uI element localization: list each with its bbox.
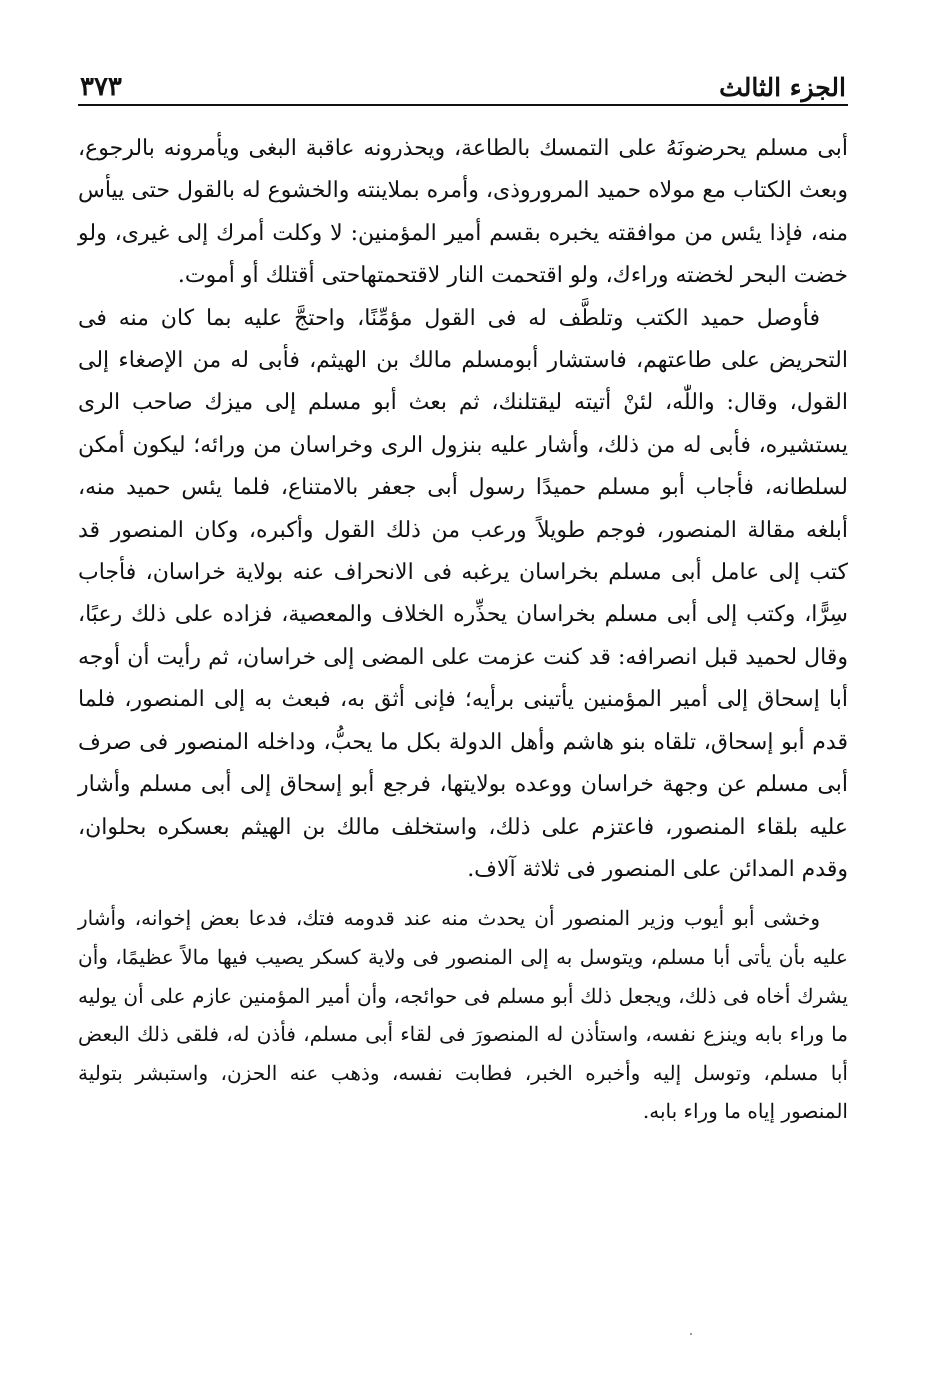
paragraph-2: فأوصل حميد الكتب وتلطَّف له فى القول مؤمِّنًا، واحتجَّ عليه بما كان منه فى التحريض على طاعتهم، فاستشار أبومسلم مالك بن الهيثم، فأبى له من الإصغاء إلى القول، وقال: واللّٰه، لئنْ أتيته ليقتلنك، ثم بعث أبو مسلم إلى ميزك صاحب الرى يستشيره، فأبى له من ذلك، وأشار عليه بنزول الرى وخراسان من ورائه؛ ليكون أمكن لسلطانه، فأجاب أبو مسلم حميدًا رسول أبى جعفر بالامتناع، فلما يئس حميد منه، أبلغه مقالة المنصور، فوجم طويلاً ورعب من ذلك القول وأكبره، وكان المنصور قد كتب إلى عامل أبى مسلم بخراسان يرغبه فى الانحراف عنه بولاية خراسان، فأجاب سِرًّا، وكتب إلى أبى مسلم بخراسان يحذِّره الخلاف والمعصية، فزاده على ذلك رعبًا، وقال لحميد قبل انصرافه: قد كنت عزمت على المضى إلى خراسان، ثم رأيت أن أوجه أبا إسحاق إلى أمير المؤمنين يأتينى برأيه؛ فإنى أثق به، فبعث به إلى المنصور، فلما قدم أبو إسحاق، تلقاه بنو هاشم وأهل الدولة بكل ما يحبُّ، وداخله المنصور فى صرف أبى مسلم عن وجهة خراسان ووعده بولايتها، فرجع أبو إسحاق إلى أبى مسلم وأشار عليه بلقاء المنصور، فاعتزم على ذلك، واستخلف مالك بن الهيثم بعسكره بحلوان، وقدم المدائن على المنصور فى ثلاثة آلاف. bbox=[78, 305, 848, 882]
running-title: الجزء الثالث bbox=[719, 73, 846, 102]
paragraph-3: وخشى أبو أيوب وزير المنصور أن يحدث منه عند قدومه فتك، فدعا بعض إخوانه، وأشار عليه بأن يأتى أبا مسلم، ويتوسل به إلى المنصور فى ولاية كسكر يصيب فيها مالاً عظيمًا، وأن يشرك أخاه فى ذلك، ويجعل ذلك أبو مسلم فى حوائجه، وأن أمير المؤمنين عازم على أن يوليه ما وراء بابه وينزع نفسه، واستأذن له المنصورَ فى لقاء أبى مسلم، فأذن له، فلقى ذلك البعض أبا مسلم، وتوسل إليه وأخبره الخبر، فطابت نفسه، وذهب عنه الحزن، واستبشر بتولية المنصور إياه ما وراء بابه. bbox=[78, 906, 848, 1124]
page-number: ٣٧٣ bbox=[80, 72, 122, 102]
page-speck bbox=[690, 1333, 692, 1335]
page-body bbox=[78, 128, 848, 1131]
paragraph-1: أبى مسلم يحرضونَهُ على التمسك بالطاعة، ويحذرونه عاقبة البغى ويأمرونه بالرجوع، وبعث الكتاب مع مولاه حميد المروروذى، وأمره بملاينته والخشوع له بالقول حتى ييأس منه، فإذا يئس من موافقته يخبره بقسم أمير المؤمنين: لا وكلت أمرك إلى غيرى، ولو خضت البحر لخضته وراءك، ولو اقتحمت النار لاقتحمتهاحتى أقتلك أو أموت. bbox=[78, 136, 848, 289]
book-page bbox=[78, 56, 848, 1131]
page-header bbox=[78, 56, 848, 106]
